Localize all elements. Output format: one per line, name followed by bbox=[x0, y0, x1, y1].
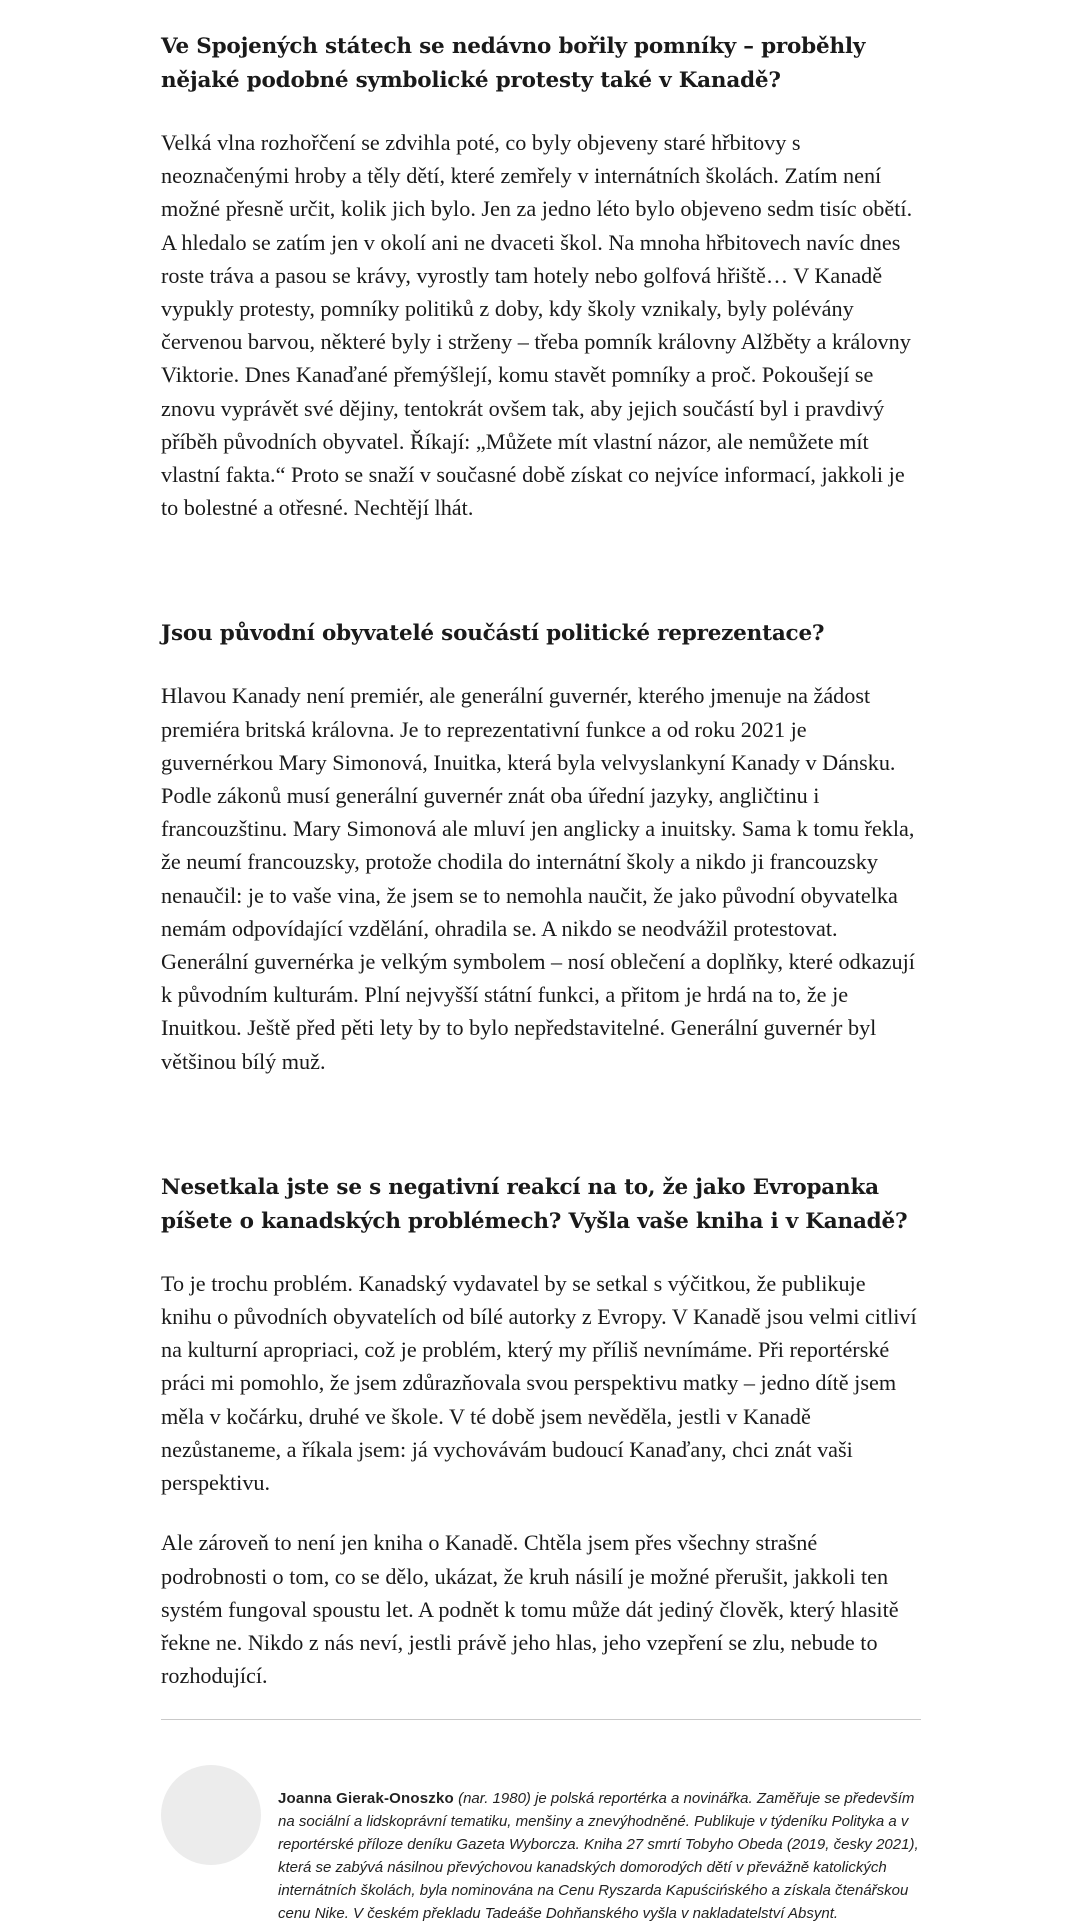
author-description: (nar. 1980) je polská reportérka a novinářka. Zaměřuje se především na sociální a lidskoprávní tematiku, menšiny a znevýhodněné. Publikuje v týdeníku Polityka a v reportérské příloze deníku Gazeta Wyborcza. Kniha 27 smrtí Tobyho Obeda (2019, česky 2021), která se zabývá násilnou převýchovou kanadských domorodých dětí v převážně katolických internátních školách, byla nominována na Cenu Ryszarda Kapuścińského a získala čtenářskou cenu Nike. V českém překladu Tadeáše Dohňanského vyšla v nakladatelství Absynt. bbox=[278, 1790, 919, 1922]
interview-question: Jsou původní obyvatelé součástí politické reprezentace? bbox=[161, 621, 825, 647]
article-body bbox=[161, 30, 921, 1692]
interview-answer: Hlavou Kanady není premiér, ale generální guvernér, kterého jmenuje na žádost premiéra britská královna. Je to reprezentativní funkce a od roku 2021 je guvernérkou Mary Simonová, Inuitka, která byla velvyslankyní Kanady v Dánsku. Podle zákonů musí generální guvernér znát oba úřední jazyky, angličtinu i francouzštinu. Mary Simonová ale mluví jen anglicky a inuitsky. Sama k tomu řekla, že neumí francouzsky, protože chodila do internátní školy a nikdo ji francouzsky nenaučil: je to vaše vina, že jsem se to nemohla naučit, že jako původní obyvatelka nemám odpovídající vzdělání, ohradila se. A nikdo se neodvážil protestovat. Generální guvernérka je velkým symbolem – nosí oblečení a doplňky, které odkazují k původním kulturám. Plní nejvyšší státní funkci, a přitom je hrdá na to, že je Inuitkou. Ještě před pěti lety by to bylo nepředstavitelné. Generální guvernér byl většinou bílý muž. bbox=[161, 683, 915, 1074]
interview-question: Ve Spojených státech se nedávno bořily pomníky – proběhly nějaké podobné symbolické protesty také v Kanadě? bbox=[161, 34, 866, 93]
interview-answer: To je trochu problém. Kanadský vydavatel by se setkal s výčitkou, že publikuje knihu o původních obyvatelích od bílé autorky z Evropy. V Kanadě jsou velmi citliví na kulturní apropriaci, což je problém, který my příliš nevnímáme. Při reportérské práci mi pomohlo, že jsem zdůrazňovala svou perspektivu matky – jedno dítě jsem měla v kočárku, druhé ve škole. V té době jsem nevěděla, jestli v Kanadě nezůstaneme, a říkala jsem: já vychovávám budoucí Kanaďany, chci znát vaši perspektivu. bbox=[161, 1270, 917, 1496]
author-name: Joanna Gierak-Onoszko bbox=[278, 1790, 454, 1807]
interview-answer: Velká vlna rozhořčení se zdvihla poté, co byly objeveny staré hřbitovy s neoznačenými hroby a těly dětí, které zemřely v internátních školách. Zatím není možné přesně určit, kolik jich bylo. Jen za jedno léto bylo objeveno sedm tisíc obětí. A hledalo se zatím jen v okolí ani ne dvaceti škol. Na mnoha hřbitovech navíc dnes roste tráva a pasou se krávy, vyrostly tam hotely nebo golfová hřiště… V Kanadě vypukly protesty, pomníky politiků z doby, kdy školy vznikaly, byly polévány červenou barvou, některé byly i strženy – třeba pomník královny Alžběty a královny Viktorie. Dnes Kanaďané přemýšlejí, komu stavět pomníky a proč. Pokoušejí se znovu vyprávět své dějiny, tentokrát ovšem tak, aby jejich součástí byl i pravdivý příběh původních obyvatel. Říkají: „Můžete mít vlastní názor, ale nemůžete mít vlastní fakta.“ Proto se snaží v současné době získat co nejvíce informací, jakkoli je to bolestné a otřesné. Nechtějí lhát. bbox=[161, 130, 913, 521]
author-avatar bbox=[161, 1765, 261, 1865]
interview-answer: Ale zároveň to není jen kniha o Kanadě. Chtěla jsem přes všechny strašné podrobnosti o tom, co se dělo, ukázat, že kruh násilí je možné přerušit, jakkoli ten systém fungoval spoustu let. A podnět k tomu může dát jediný člověk, který hlasitě řekne ne. Nikdo z nás neví, jestli právě jeho hlas, jeho vzepření se zlu, nebude to rozhodující. bbox=[161, 1530, 899, 1689]
section-divider bbox=[161, 1719, 921, 1720]
interview-question: Nesetkala jste se s negativní reakcí na to, že jako Evropanka píšete o kanadských problémech? Vyšla vaše kniha i v Kanadě? bbox=[161, 1174, 908, 1234]
author-bio bbox=[278, 1787, 921, 1925]
